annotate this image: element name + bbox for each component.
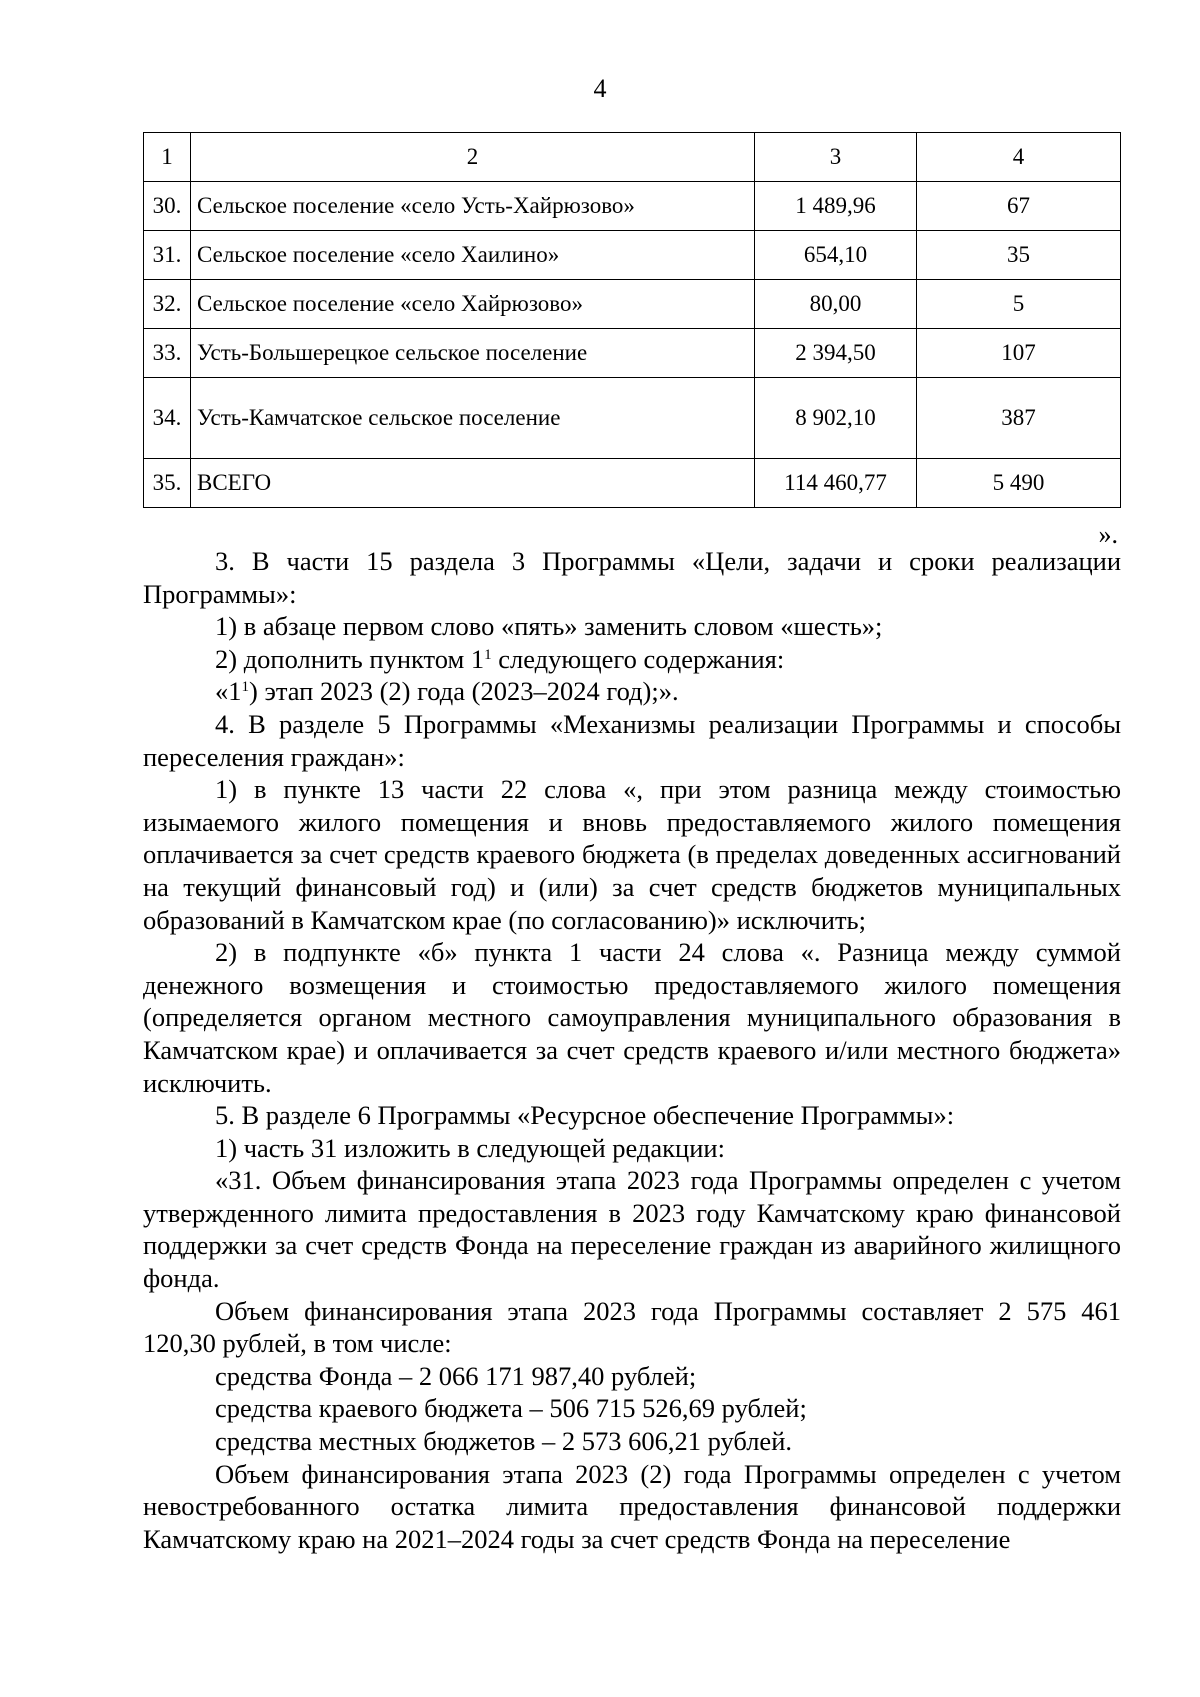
row-value: 8 902,10 [755, 378, 917, 459]
superscript: 1 [484, 646, 492, 663]
header-cell: 1 [144, 133, 191, 182]
paragraph: 5. В разделе 6 Программы «Ресурсное обеспечение Программы»: [215, 1100, 955, 1131]
settlement-name: Сельское поселение «село Усть-Хайрюзово» [191, 182, 755, 231]
paragraph: 3. В части 15 раздела 3 Программы «Цели, задачи и сроки реализации Программы»: [143, 546, 1121, 609]
document-body [143, 545, 1121, 1555]
paragraph: Объем финансирования этапа 2023 (2) года Программы определен с учетом невостребованного остатка лимита предоставления финансовой поддержки Камчатскому краю на 2021–2024 годы за счет средств Фонда на переселение [143, 1458, 1121, 1554]
header-cell: 4 [917, 133, 1121, 182]
header-cell: 2 [191, 133, 755, 182]
row-value: 80,00 [755, 280, 917, 329]
settlement-name: Сельское поселение «село Хаилино» [191, 231, 755, 280]
superscript: 1 [241, 679, 249, 696]
row-number: 35. [144, 459, 191, 508]
row-count: 5 [917, 280, 1121, 329]
row-number: 33. [144, 329, 191, 378]
table-row [144, 182, 1121, 231]
header-cell: 3 [755, 133, 917, 182]
paragraph: 1) в пункте 13 части 22 слова «, при этом разница между стоимостью изымаемого жилого помещения и вновь предоставляемого жилого помещения оплачивается за счет средств краевого бюджета (в пределах доведенных ассигнований на текущий финансовый год) и (или) за счет средств бюджетов муниципальных образований в Камчатском крае (по согласованию)» исключить; [143, 774, 1121, 935]
paragraph: 2) в подпункте «б» пункта 1 части 24 слова «. Разница между суммой денежного возмещения и стоимостью предоставляемого жилого помещения (определяется органом местного самоуправления муниципального образования в Камчатском крае) и оплачивается за счет средств краевого и/или местного бюджета» исключить. [143, 937, 1121, 1098]
total-label: ВСЕГО [191, 459, 755, 508]
paragraph: средства краевого бюджета – 506 715 526,69 рублей; [215, 1393, 807, 1424]
settlement-name: Усть-Камчатское сельское поселение [191, 378, 755, 459]
paragraph-text: ) этап 2023 (2) года (2023–2024 год);». [249, 676, 679, 707]
row-value: 654,10 [755, 231, 917, 280]
paragraph-text: 2) дополнить пунктом 1 [215, 643, 485, 674]
row-number: 31. [144, 231, 191, 280]
row-number: 30. [144, 182, 191, 231]
table-header-row [144, 133, 1121, 182]
row-value: 2 394,50 [755, 329, 917, 378]
table-row [144, 231, 1121, 280]
paragraph: 1) в абзаце первом слово «пять» заменить словом «шесть»; [215, 611, 883, 642]
total-count: 5 490 [917, 459, 1121, 508]
table-row [144, 280, 1121, 329]
row-count: 107 [917, 329, 1121, 378]
closing-quote: ». [1098, 520, 1118, 549]
row-count: 387 [917, 378, 1121, 459]
page-number: 4 [593, 74, 607, 103]
row-count: 67 [917, 182, 1121, 231]
table-row [144, 378, 1121, 459]
row-number: 34. [144, 378, 191, 459]
paragraph: средства местных бюджетов – 2 573 606,21 рублей. [215, 1426, 792, 1457]
paragraph: 1) часть 31 изложить в следующей редакции: [215, 1132, 725, 1163]
paragraph [143, 643, 1121, 676]
settlement-name: Сельское поселение «село Хайрюзово» [191, 280, 755, 329]
table-row [144, 329, 1121, 378]
row-count: 35 [917, 231, 1121, 280]
row-number: 32. [144, 280, 191, 329]
paragraph: «31. Объем финансирования этапа 2023 года Программы определен с учетом утвержденного лимита предоставления в 2023 году Камчатскому краю финансовой поддержки за счет средств Фонда на переселение граждан из аварийного жилищного фонда. [143, 1165, 1121, 1294]
paragraph-text: следующего содержания: [491, 643, 785, 674]
data-table [143, 132, 1121, 508]
paragraph [143, 675, 1121, 708]
paragraph-text: «1 [215, 676, 242, 707]
row-value: 1 489,96 [755, 182, 917, 231]
paragraph: Объем финансирования этапа 2023 года Программы составляет 2 575 461 120,30 рублей, в том числе: [143, 1295, 1121, 1359]
paragraph: 4. В разделе 5 Программы «Механизмы реализации Программы и способы переселения граждан»: [143, 708, 1121, 772]
table-total-row [144, 459, 1121, 508]
total-value: 114 460,77 [755, 459, 917, 508]
settlement-name: Усть-Большерецкое сельское поселение [191, 329, 755, 378]
paragraph: средства Фонда – 2 066 171 987,40 рублей; [215, 1360, 697, 1391]
